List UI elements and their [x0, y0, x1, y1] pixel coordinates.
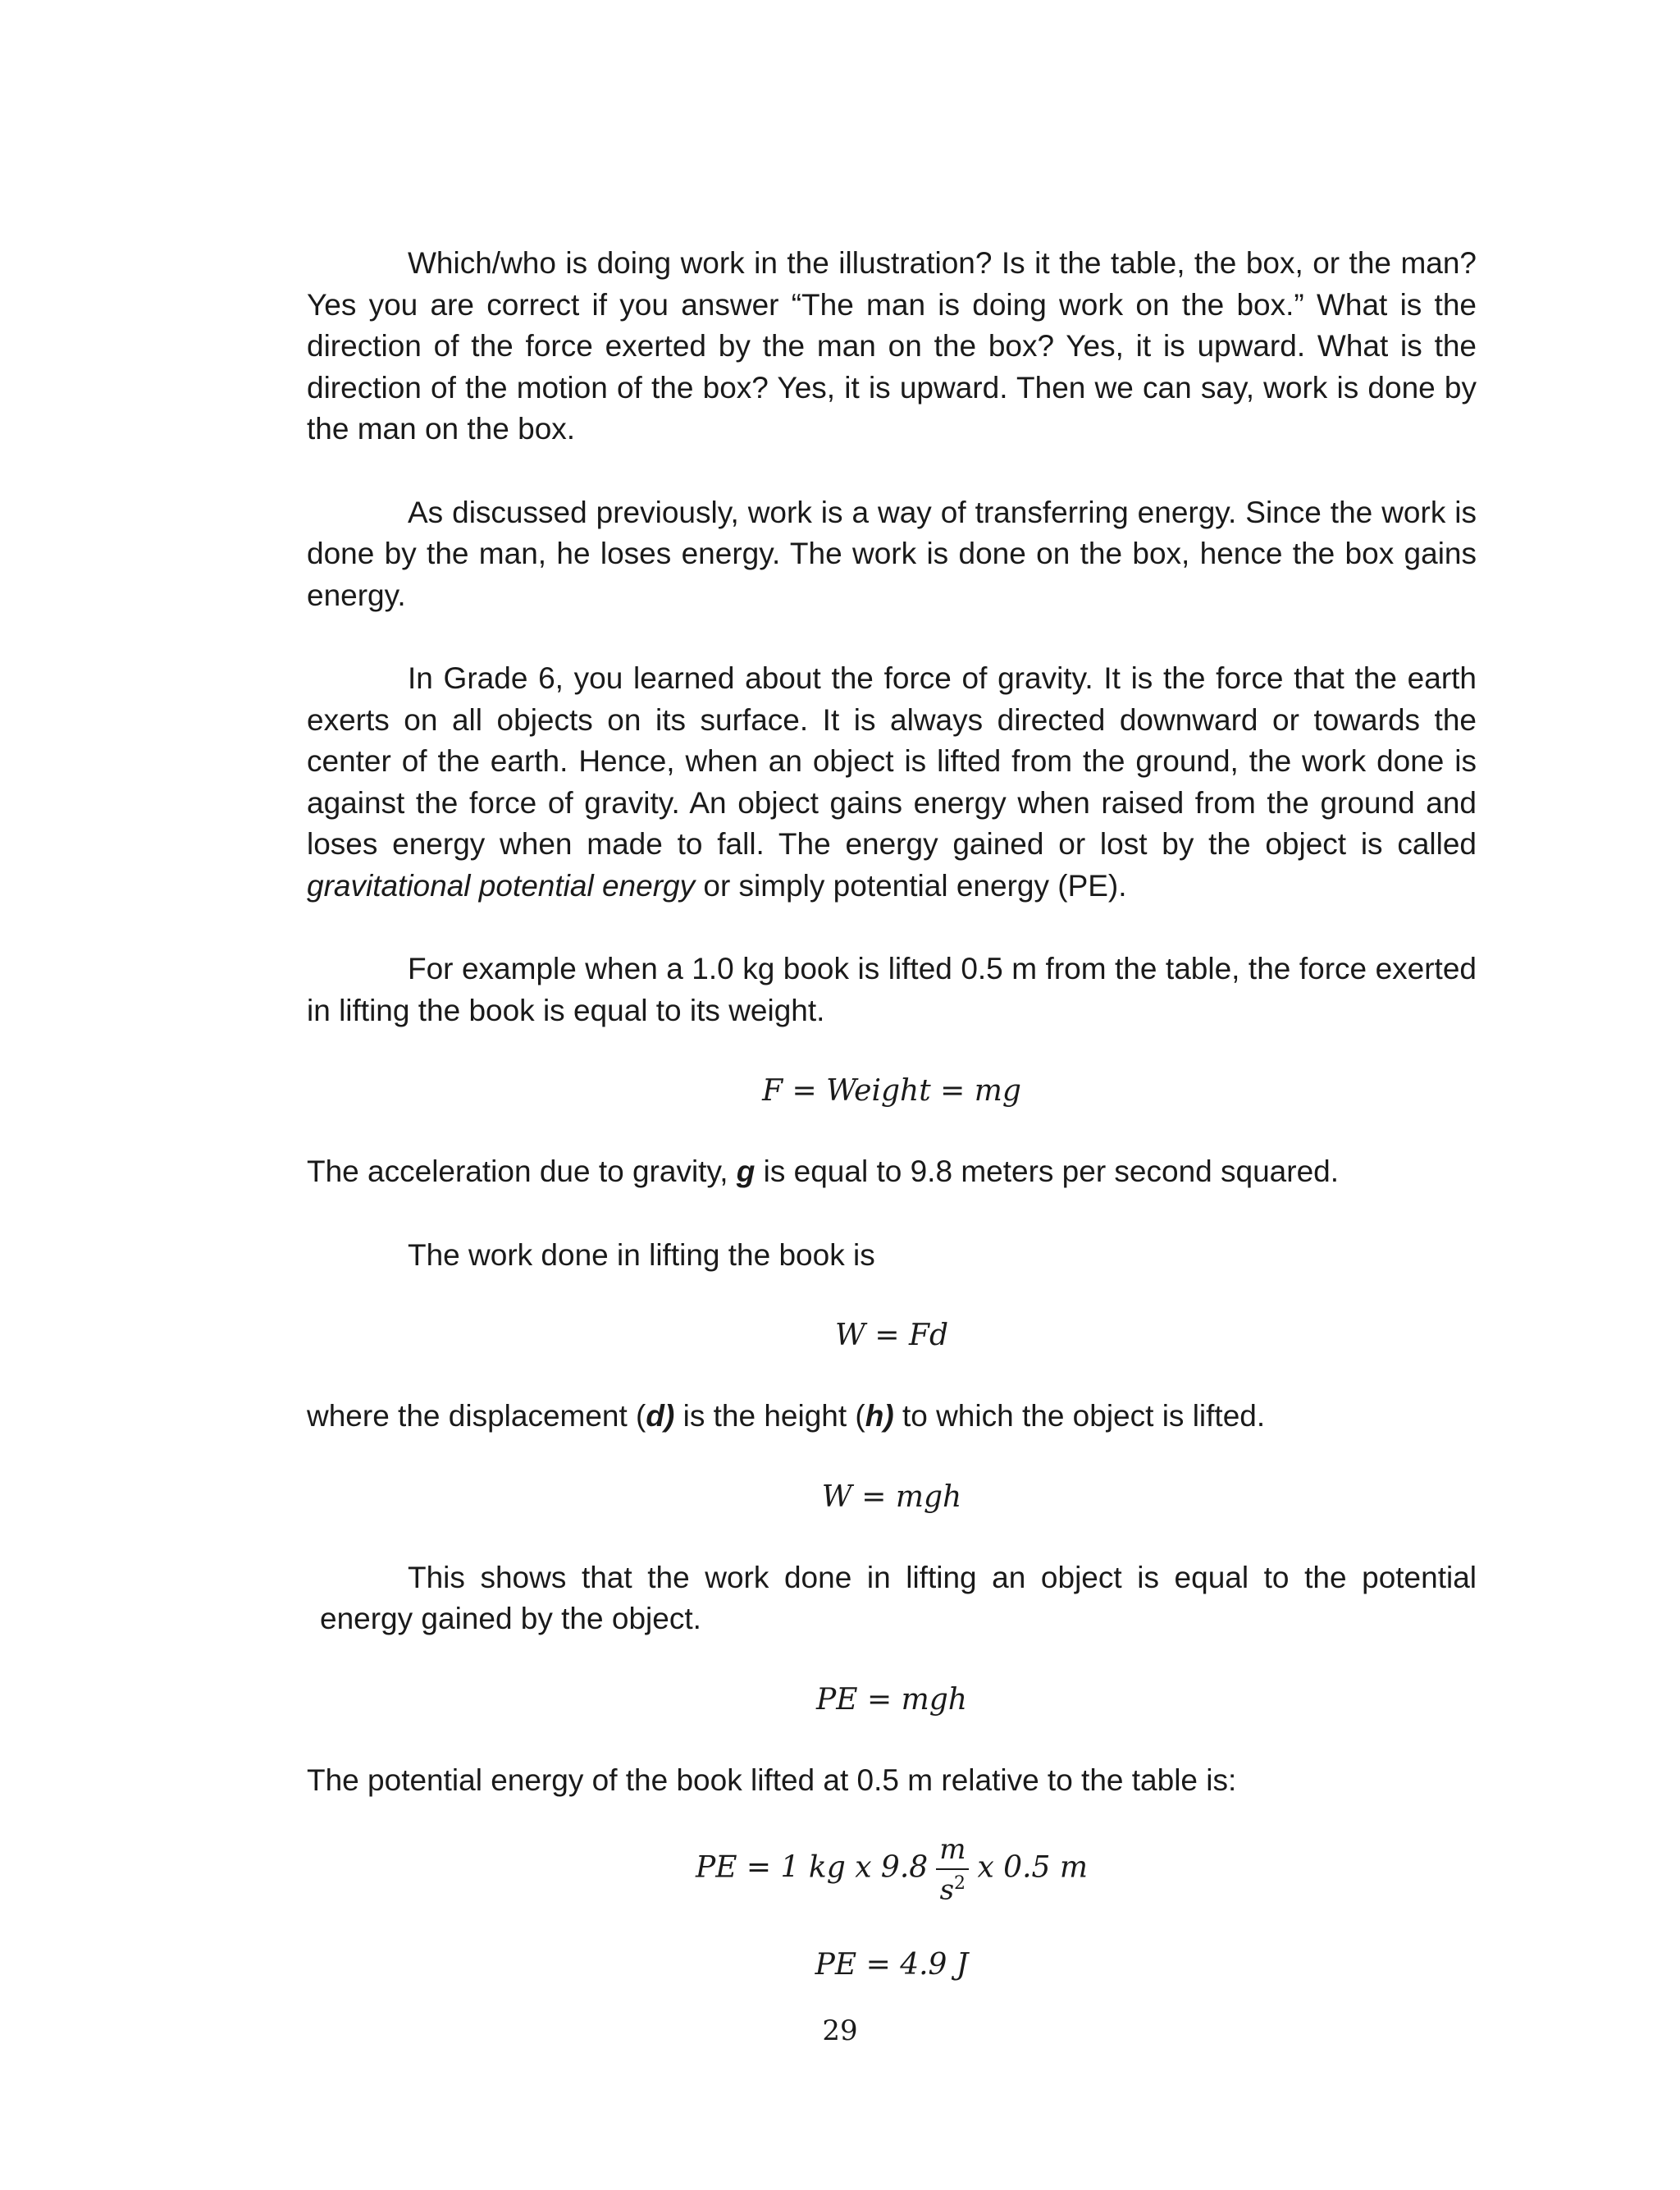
paragraph-work-lifting: The work done in lifting the book is [408, 1237, 875, 1272]
paragraph-acceleration-text-a: The acceleration due to gravity, [307, 1154, 737, 1188]
fraction-denominator [936, 1870, 969, 1907]
paragraph-pe-book: The potential energy of the book lifted at 0.5 m relative to the table is: [307, 1763, 1237, 1797]
paragraph-work-equals-pe: This shows that the work done in lifting an object is equal to the potential energy gained by the object. [320, 1560, 1477, 1635]
fraction-m-per-s2 [936, 1833, 969, 1907]
paragraph-gravity [307, 658, 1477, 907]
equation-work-mgh: W = mgh [821, 1479, 962, 1514]
equation-pe-result: PE = 4.9 J [815, 1948, 969, 1982]
paragraph-energy-transfer: As discussed previously, work is a way of transferring energy. Since the work is done by the man, he loses energy. The work is done on the box, hence the box gains energy. [307, 495, 1477, 612]
paragraph-book-example: For example when a 1.0 kg book is lifted 0.5 m from the table, the force exerted in lifting the book is equal to its weight. [307, 952, 1477, 1027]
term-gravitational-potential-energy: gravitational potential energy [307, 868, 696, 903]
equation-pe-rhs: x 0.5 m [977, 1850, 1089, 1885]
paragraph-displacement-text-c: to which the object is lifted. [893, 1399, 1266, 1433]
paragraph-acceleration-text-b: is equal to 9.8 meters per second squared. [755, 1154, 1340, 1188]
paragraph-displacement-text-a: where the displacement ( [307, 1399, 646, 1433]
equation-pe-mgh: PE = mgh [816, 1682, 967, 1717]
symbol-h: h) [865, 1399, 894, 1433]
fraction-numerator: m [939, 1833, 966, 1866]
paragraph-displacement-text-b: is the height ( [674, 1399, 865, 1433]
equation-pe-lhs: PE = 1 kg x 9.8 [695, 1850, 929, 1885]
fraction-den-exponent: 2 [954, 1873, 966, 1894]
equation-force-weight: F = Weight = mg [762, 1074, 1021, 1108]
paragraph-work-illustration: Which/who is doing work in the illustration? Is it the table, the box, or the man? Yes you are correct if you answer “The man is doing work on the box.” What is the direction of the force exerted by the man on the box? Yes, it is upward. What is the direction of the motion of the box? Yes, it is upward. Then we can say, work is done by the man on the box. [307, 246, 1477, 446]
fraction-den-base: s [939, 1873, 955, 1907]
paragraph-gravity-text-b: or simply potential energy (PE). [695, 868, 1127, 903]
equation-pe-substitution [307, 1833, 1477, 1907]
page-number: 29 [822, 2014, 858, 2047]
paragraph-displacement [307, 1396, 1477, 1438]
symbol-d: d) [646, 1399, 675, 1433]
symbol-g: g [736, 1154, 756, 1188]
paragraph-acceleration-gravity [307, 1151, 1477, 1193]
equation-work-fd: W = Fd [834, 1319, 949, 1352]
page-content [307, 243, 1477, 1986]
paragraph-gravity-text-a: In Grade 6, you learned about the force of gravity. It is the force that the earth exerts on all objects on its surface. It is always directed downward or towards the center of the earth. Hence, when an object is lifted from the ground, the work done is against the force of gravity. An object gains energy when raised from the ground and loses energy when made to fall. The energy gained or lost by the object is called [307, 661, 1477, 861]
